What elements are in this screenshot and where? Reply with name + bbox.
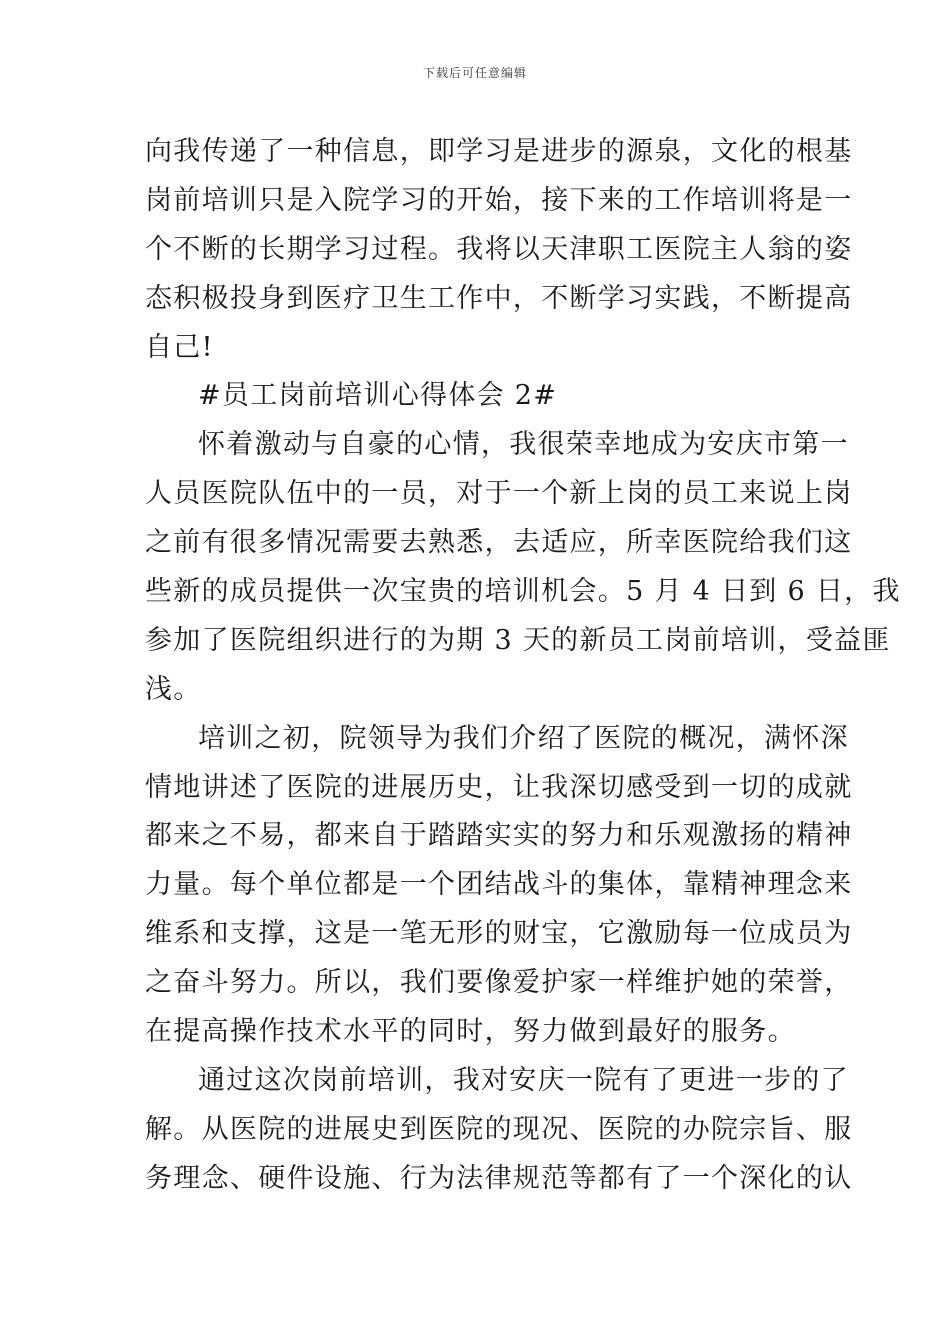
text-line: 怀着激动与自豪的心情，我很荣幸地成为安庆市第一 <box>198 429 849 461</box>
text-line: 参加了医院组织进行的为期 3 天的新员工岗前培训，受益匪 <box>145 624 891 656</box>
text-line: 向我传递了一种信息，即学习是进步的源泉，文化的根基 <box>145 136 853 167</box>
text-line: 解。从医院的进展史到医院的现况、医院的办院宗旨、服 <box>145 1113 853 1145</box>
text-line: 岗前培训只是入院学习的开始，接下来的工作培训将是一 <box>145 184 853 216</box>
text-line: 态积极投身到医疗卫生工作中，不断学习实践，不断提高 <box>145 282 853 314</box>
text-line: 在提高操作技术水平的同时，努力做到最好的服务。 <box>145 1016 796 1048</box>
text-line: 些新的成员提供一次宝贵的培训机会。5 月 4 日到 6 日，我 <box>145 576 901 608</box>
header-note: 下载后可任意编辑 <box>422 66 527 80</box>
text-line: 培训之初，院领导为我们介绍了医院的概况，满怀深 <box>198 722 849 754</box>
text-line: 情地讲述了医院的进展历史，让我深切感受到一切的成就 <box>145 771 853 803</box>
text-line: 务理念、硬件设施、行为法律规范等都有了一个深化的认 <box>145 1162 853 1194</box>
text-line: 都来之不易，都来自于踏踏实实的努力和乐观激扬的精神 <box>145 820 853 852</box>
text-line: 人员医院队伍中的一员，对于一个新上岗的员工来说上岗 <box>145 478 853 510</box>
text-line: 个不断的长期学习过程。我将以天津职工医院主人翁的姿 <box>145 233 853 265</box>
text-line: 之奋斗努力。所以，我们要像爱护家一样维护她的荣誉， <box>145 967 853 999</box>
text-line: 自己! <box>145 331 214 363</box>
text-line: 通过这次岗前培训，我对安庆一院有了更进一步的了 <box>198 1064 849 1096</box>
text-line: 浅。 <box>145 673 202 705</box>
section-heading: #员工岗前培训心得体会 2# <box>198 380 558 412</box>
body-text <box>145 128 901 1204</box>
text-line: 力量。每个单位都是一个团结战斗的集体，靠精神理念来 <box>145 869 853 901</box>
text-line: 之前有很多情况需要去熟悉，去适应，所幸医院给我们这 <box>145 527 853 559</box>
text-line: 维系和支撑，这是一笔无形的财宝，它激励每一位成员为 <box>145 918 853 950</box>
